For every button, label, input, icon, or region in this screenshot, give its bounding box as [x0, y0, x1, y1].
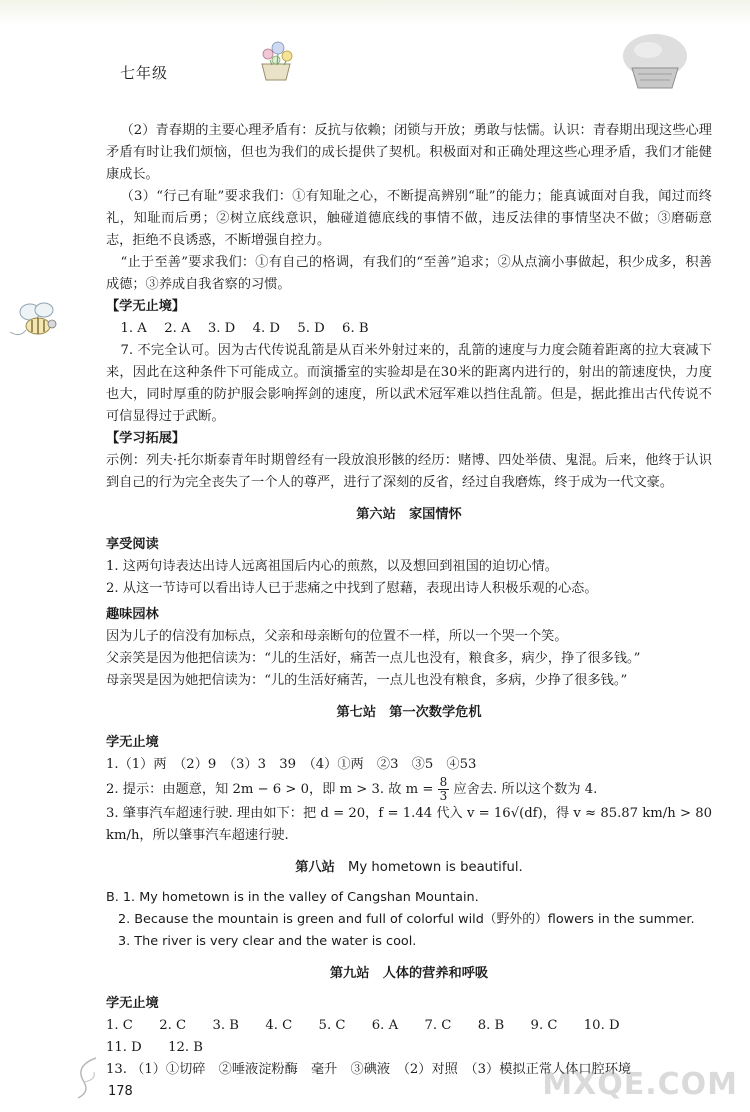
math-answer-2-pre: 2. 提示：由题意，知 2m − 6 > 0，即 m > 3. 故 m = — [106, 782, 438, 797]
heading-xuewuzhijing-9: 学无止境 — [106, 996, 159, 1011]
math-answer-1: 1.（1）两 （2）9 （3）3 39 （4）①两 ②3 ③5 ④53 — [106, 757, 477, 772]
mushroom-basket-icon — [618, 30, 692, 94]
watermark-text: MXQE.COM — [542, 1067, 738, 1102]
section-title-6: 第六站 家国情怀 — [356, 507, 462, 522]
heading-xuewuzhijing-7: 学无止境 — [106, 735, 159, 750]
section-title-7: 第七站 第一次数学危机 — [336, 705, 482, 720]
math-answer-2-post: 应舍去. 所以这个数为 4. — [449, 782, 598, 797]
fun-answer-3: 母亲哭是因为她把信读为：“儿的生活好痛苦，一点儿也没有粮食，多病，少挣了很多钱。” — [106, 673, 628, 688]
grade-header: 七年级 — [120, 64, 169, 82]
fraction — [438, 776, 450, 803]
heading-xuewuzhijing: 【学无止境】 — [106, 299, 186, 314]
page-number: 178 — [108, 1084, 133, 1099]
english-answer-3: 3. The river is very clear and the water is cool. — [118, 934, 417, 949]
section-title-8 — [106, 857, 712, 879]
paragraph-shame-requirements: （3）“行己有耻”要求我们：①有知耻之心，不断提高辨别“耻”的能力；能真诚面对自我，闻过而终礼，知耻而后勇；②树立底线意识，触碰道德底线的事情不做，违反法律的事情坚决不做；③磨砺意志，拒绝不良诱惑，不断增强自控力。 — [106, 189, 712, 248]
bio-answers-11-12: 11. D 12. B — [106, 1040, 203, 1055]
watermark-logo — [542, 1046, 746, 1106]
paragraph-supreme-good: “止于至善”要求我们：①有自己的格调，有我们的“至善”追求；②从点滴小事做起，积少成多，积善成德；③养成自我省察的习惯。 — [106, 255, 712, 292]
math-answer-2 — [106, 776, 712, 803]
section-8-en: My hometown is beautiful. — [348, 860, 523, 875]
answers-1-6: 1. A 2. A 3. D 4. D 5. D 6. B — [120, 321, 369, 336]
english-answer-1: B. 1. My hometown is in the valley of Cangshan Mountain. — [106, 890, 479, 905]
section-8-cn: 第八站 — [295, 860, 335, 875]
english-answer-2: 2. Because the mountain is green and full of colorful wild（野外的）flowers in the summer. — [118, 912, 695, 927]
fraction-numerator: 8 — [439, 775, 448, 789]
math-answer-3: 3. 肇事汽车超速行驶. 理由如下：把 d = 20，f = 1.44 代入 v = 16√(df)，得 v ≈ 85.87 km/h > 80 km/h，所以肇事汽车超速行驶. — [106, 806, 712, 843]
fun-answer-1: 因为儿子的信没有加标点，父亲和母亲断句的位置不一样，所以一个哭一个笑。 — [106, 629, 568, 644]
heading-fun-garden: 趣味园林 — [106, 607, 159, 622]
answer-content — [106, 120, 712, 1081]
bio-answers-1-10: 1. C 2. C 3. B 4. C 5. C 6. A 7. C 8. B 9. C 10. D — [106, 1018, 620, 1033]
section-title-9: 第九站 人体的营养和呼吸 — [329, 966, 489, 981]
reading-answer-1: 1. 这两句诗表达出诗人远离祖国后内心的煎熬，以及想回到祖国的迫切心情。 — [106, 559, 558, 574]
heading-xuexituozhan: 【学习拓展】 — [106, 431, 186, 446]
extension-example: 示例：列夫·托尔斯泰青年时期曾经有一段放浪形骸的经历：赌博、四处举债、鬼混。后来，他终于认识到自己的行为完全丧失了一个人的尊严，进行了深刻的反省，经过自我磨炼，终于成为一代文豪。 — [106, 453, 712, 490]
paragraph-adolescence-conflicts: （2）青春期的主要心理矛盾有：反抗与依赖；闭锁与开放；勇敢与怯懦。认识：青春期出现这些心理矛盾有时让我们烦恼，但也为我们的成长提供了契机。积极面对和正确处理这些心理矛盾，我们才能健康成长。 — [106, 123, 712, 182]
fraction-denominator: 3 — [439, 789, 448, 803]
swirl-icon — [66, 1052, 106, 1102]
bio-answer-13: 13. （1）①切碎 ②唾液淀粉酶 毫升 ③碘液 （2）对照 （3）模拟正常人体口腔环境 — [106, 1062, 632, 1077]
bee-icon — [6, 300, 70, 344]
answer-7: 7. 不完全认可。因为古代传说乱箭是从百米外射过来的，乱箭的速度与力度会随着距离的拉大衰减下来，因此在这种条件下可能成立。而演播室的实验却是在30米的距离内进行的，射出的箭速度快，力度也大，同时厚重的防护服会影响挥剑的速度，所以武术冠军难以挡住乱箭。但是，据此推出古代传说不可信显得过于武断。 — [106, 343, 712, 424]
fun-answer-2: 父亲笑是因为他把信读为：“儿的生活好，痛苦一点儿也没有，粮食多，病少，挣了很多钱。” — [106, 651, 641, 666]
heading-enjoy-reading: 享受阅读 — [106, 537, 159, 552]
top-decorative-band — [0, 0, 750, 26]
reading-answer-2: 2. 从这一节诗可以看出诗人已于悲痛之中找到了慰藉，表现出诗人积极乐观的心态。 — [106, 581, 598, 596]
flower-basket-icon — [250, 34, 302, 84]
